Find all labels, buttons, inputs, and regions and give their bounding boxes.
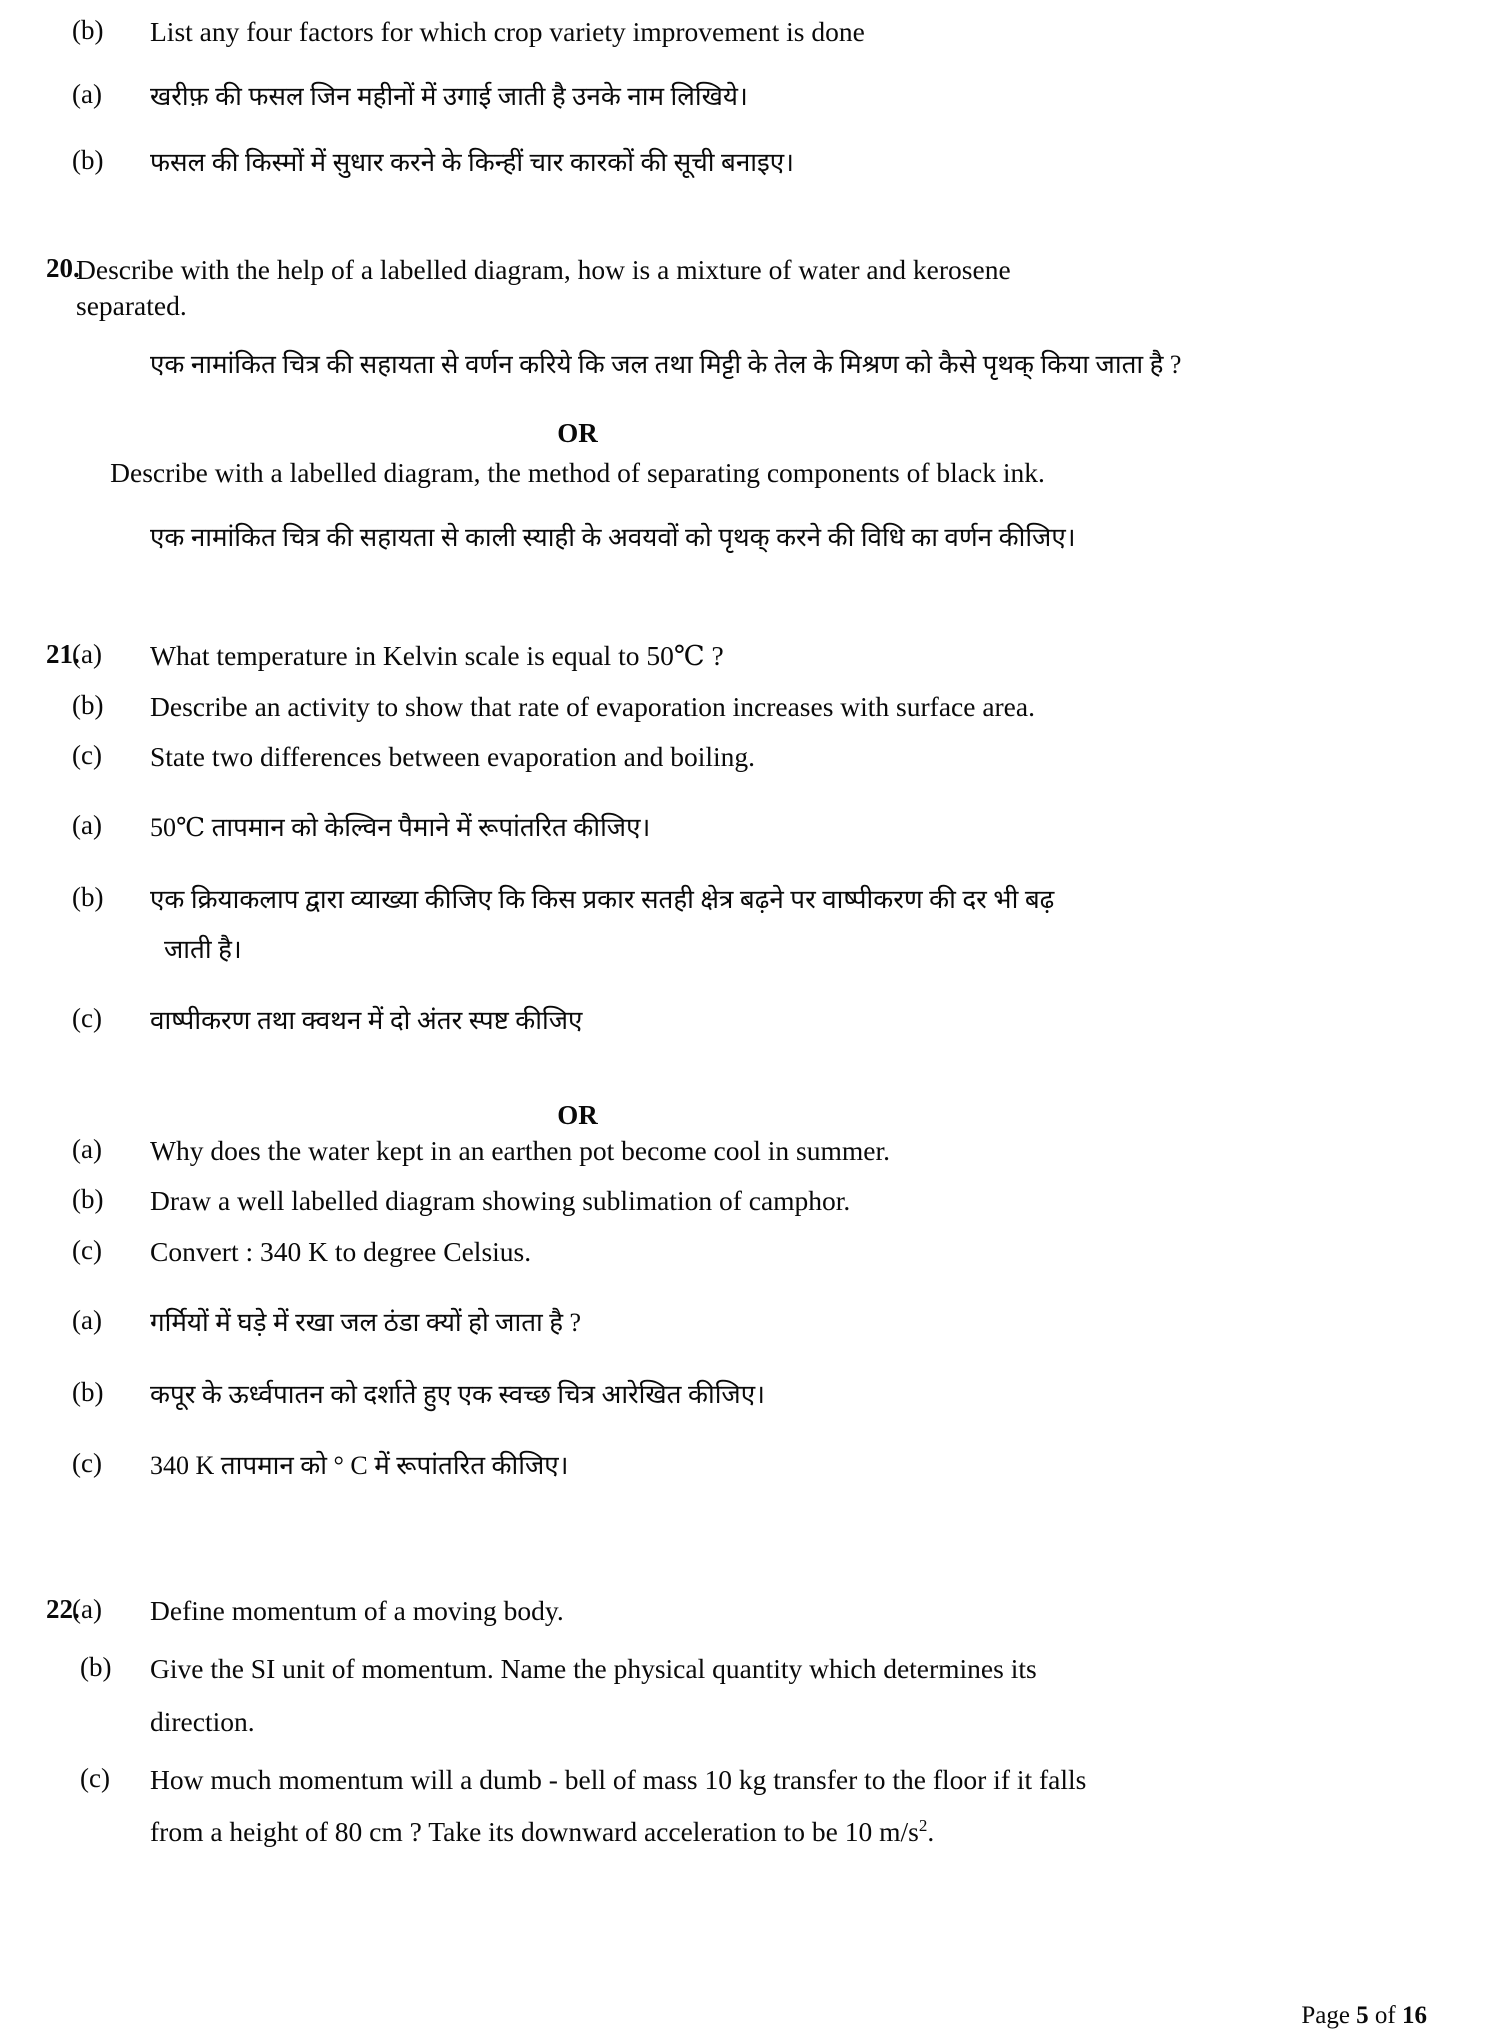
or-divider-q21: OR [557, 1100, 598, 1131]
spacer [0, 968, 1505, 1002]
question-22b-line1: Give the SI unit of momentum. Name the physical quantity which determines its [150, 1653, 1037, 1685]
spacer [0, 384, 1505, 418]
question-20-hindi-text: एक नामांकित चित्र की सहायता से वर्णन करिये कि जल तथा मिट्टी के तेल के मिश्रण को कैसे पृथक् किया जाता है ? [150, 350, 1182, 380]
question-19b-hindi-row [0, 144, 1505, 182]
question-21-or-c-hindi-row [0, 1447, 1505, 1485]
spacer [0, 182, 1505, 252]
question-22c-line2-pre: from a height of 80 cm ? Take its downward acceleration to be 10 m/s [150, 1816, 919, 1848]
footer-prefix: Page [1301, 2002, 1357, 2029]
or-divider-q20: OR [557, 417, 598, 448]
question-22c-line1: How much momentum will a dumb - bell of mass 10 kg transfer to the floor if it falls [150, 1763, 1087, 1795]
question-21-or-c-hindi-text: 340 K तापमान को ° C में रूपांतरित कीजिए। [150, 1451, 569, 1481]
question-22c-line2 [150, 1814, 1485, 1850]
question-22c-row [0, 1762, 1505, 1851]
part-label-a: (a) [72, 810, 102, 841]
question-21-or-b-english-text: Draw a well labelled diagram showing sublimation of camphor. [150, 1185, 851, 1217]
spacer [0, 675, 1505, 689]
question-20-english-row [0, 252, 1505, 325]
part-label-b: (b) [72, 689, 104, 720]
spacer [0, 847, 1505, 881]
question-21-or-b-english-row [0, 1183, 1505, 1219]
question-21c-english-text: State two differences between evaporation and boiling. [150, 740, 756, 772]
part-label-b: (b) [72, 144, 104, 175]
question-21c-english-row [0, 739, 1505, 775]
question-19a-hindi-row [0, 78, 1505, 116]
spacer [0, 556, 1505, 616]
question-21-number: 21. [46, 639, 80, 670]
question-21a-english-row [0, 638, 1505, 674]
part-label-c: (c) [72, 1003, 102, 1034]
part-label-a: (a) [72, 1304, 102, 1335]
question-21c-hindi-row [0, 1002, 1505, 1040]
question-22c-line2-post: . [927, 1816, 935, 1848]
part-label-b: (b) [72, 881, 104, 912]
question-21-or-c-english-row [0, 1234, 1505, 1270]
question-22a-text: Define momentum of a moving body. [150, 1594, 564, 1626]
question-20-english-line2: separated. [76, 289, 187, 321]
spacer [0, 491, 1505, 519]
part-label-a: (a) [72, 1593, 102, 1624]
part-label-a: (a) [72, 1134, 102, 1165]
question-21-or-a-english-text: Why does the water kept in an earthen pot become cool in summer. [150, 1135, 890, 1167]
question-21-or-a-english-row [0, 1133, 1505, 1169]
question-21b-hindi-line2: जाती है। [164, 934, 242, 964]
spacer [0, 0, 1505, 14]
question-21b-english-text: Describe an activity to show that rate of evaporation increases with surface area. [150, 690, 1035, 722]
question-19b-hindi-text: फसल की किस्मों में सुधार करने के किन्हीं चार कारकों की सूची बनाइए। [150, 147, 794, 177]
spacer [0, 616, 1505, 638]
spacer [0, 1342, 1505, 1376]
question-20-number: 20. [46, 252, 80, 283]
part-label-b: (b) [72, 1184, 104, 1215]
spacer [0, 1270, 1505, 1304]
spacer [0, 1413, 1505, 1447]
question-21-or-b-hindi-text: कपूर के ऊर्ध्वपातन को दर्शाते हुए एक स्वच्छ चित्र आरेखित कीजिए। [150, 1379, 765, 1409]
footer-page-number: 5 [1356, 2002, 1369, 2029]
part-label-b: (b) [80, 1652, 112, 1683]
part-label-c: (c) [80, 1762, 110, 1793]
question-19b-english-text: List any four factors for which crop variety improvement is done [150, 16, 865, 47]
spacer [0, 1485, 1505, 1545]
question-20-or-hindi-text: एक नामांकित चित्र की सहायता से काली स्याही के अवयवों को पृथक् करने की विधि का वर्णन कीजिए। [150, 522, 1076, 552]
question-21b-hindi-line1: एक क्रियाकलाप द्वारा व्याख्या कीजिए कि किस प्रकार सतही क्षेत्र बढ़ने पर वाष्पीकरण की दर भी बढ़ [150, 884, 1055, 914]
question-22c-exponent: 2 [918, 1816, 928, 1836]
question-19b-english-row [0, 14, 1505, 50]
question-20-or-english-text: Describe with a labelled diagram, the method of separating components of black ink. [110, 456, 1045, 488]
spacer [0, 1740, 1505, 1762]
spacer [0, 1220, 1505, 1234]
page-footer [1301, 2002, 1427, 2030]
spacer [0, 1545, 1505, 1593]
part-label-c: (c) [72, 1448, 102, 1479]
question-22b-line2: direction. [150, 1705, 255, 1737]
question-21-or-a-hindi-text: गर्मियों में घड़े में रखा जल ठंडा क्यों हो जाता है ? [150, 1307, 582, 1337]
part-label-a: (a) [72, 79, 102, 110]
footer-middle: of [1368, 2002, 1402, 2029]
question-21c-hindi-text: वाष्पीकरण तथा क्वथन में दो अंतर स्पष्ट कीजिए [150, 1006, 583, 1036]
question-21-or-c-english-text: Convert : 340 K to degree Celsius. [150, 1235, 532, 1267]
footer-total-pages: 16 [1402, 2002, 1427, 2029]
spacer [0, 775, 1505, 809]
question-21a-hindi-text: 50℃ तापमान को केल्विन पैमाने में रूपांतरित कीजिए। [150, 813, 651, 843]
question-21-or-a-hindi-row [0, 1304, 1505, 1342]
part-label-b: (b) [72, 1376, 104, 1407]
part-label-c: (c) [72, 739, 102, 770]
spacer [0, 50, 1505, 78]
question-21b-hindi-row [0, 881, 1505, 968]
question-21a-english-text: What temperature in Kelvin scale is equal to 50℃ ? [150, 640, 724, 672]
spacer [0, 725, 1505, 739]
question-21a-hindi-row [0, 809, 1505, 847]
question-20-english-line1: Describe with the help of a labelled diagram, how is a mixture of water and kerosene [76, 253, 1011, 285]
part-label-c: (c) [72, 1234, 102, 1265]
question-21-or-b-hindi-row [0, 1376, 1505, 1414]
part-label-a: (a) [72, 639, 102, 670]
question-19a-hindi-text: खरीफ़ की फसल जिन महीनों में उगाई जाती है उनके नाम लिखिये। [150, 82, 748, 112]
spacer [0, 1040, 1505, 1100]
question-21b-english-row [0, 689, 1505, 725]
spacer [0, 324, 1505, 346]
question-22b-row [0, 1651, 1505, 1740]
question-22-number: 22. [46, 1593, 80, 1624]
spacer [0, 1169, 1505, 1183]
part-label-b: (b) [72, 15, 104, 45]
question-22a-row [0, 1593, 1505, 1629]
spacer [0, 116, 1505, 144]
spacer [0, 1629, 1505, 1651]
